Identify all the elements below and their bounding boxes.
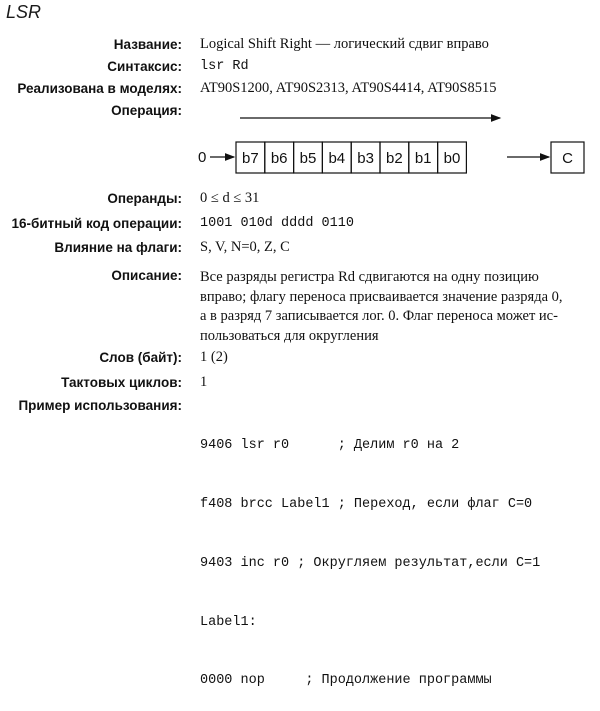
name-label: Название:	[113, 37, 182, 52]
operation-label: Операция:	[111, 103, 182, 118]
description-line: пользоваться для округления	[200, 327, 379, 344]
code-line: 0000 nop ; Продолжение программы	[200, 673, 492, 689]
zero-input: 0	[198, 149, 207, 166]
name-value: Logical Shift Right — логический сдвиг вправо	[200, 36, 489, 52]
bit-label-b1: b1	[414, 150, 432, 167]
bit-label-b0: b0	[443, 150, 461, 167]
code-example	[200, 397, 540, 711]
opcode-value: 1001 010d dddd 0110	[200, 216, 354, 231]
instruction-title: LSR	[6, 2, 42, 22]
models-value: AT90S1200, AT90S2313, AT90S4414, AT90S8515	[200, 80, 497, 96]
code-line: 9406 lsr r0 ; Делим r0 на 2	[200, 438, 460, 454]
code-line: Label1:	[200, 614, 257, 630]
cycles-label: Тактовых циклов:	[61, 375, 182, 390]
models-label: Реализована в моделях:	[17, 81, 182, 96]
operands-value: 0 ≤ d ≤ 31	[200, 190, 260, 206]
code-line: f408 brcc Label1 ; Переход, если флаг C=0	[200, 496, 533, 512]
shift-diagram	[190, 108, 600, 188]
flags-value: S, V, N=0, Z, C	[200, 239, 290, 255]
cycles-value: 1	[200, 374, 208, 390]
words-value: 1 (2)	[200, 349, 228, 365]
description-line: вправо; флагу переноса присваивается значение разряда 0,	[200, 288, 563, 305]
bit-label-b3: b3	[357, 150, 374, 167]
words-label: Слов (байт):	[99, 350, 182, 365]
bit-label-b2: b2	[386, 150, 403, 167]
bit-label-b6: b6	[270, 150, 288, 167]
flags-label: Влияние на флаги:	[54, 240, 182, 255]
code-line: 9403 inc r0 ; Округляем результат,если C=1	[200, 555, 541, 571]
bit-label-b5: b5	[299, 150, 317, 167]
register-bits	[236, 142, 466, 173]
operands-label: Операнды:	[107, 191, 182, 206]
description-line: Все разряды регистра Rd сдвигаются на одну позицию	[200, 269, 539, 285]
bit-label-b7: b7	[242, 150, 259, 167]
syntax-label: Синтаксис:	[107, 59, 182, 74]
opcode-label: 16-битный код операции:	[11, 216, 182, 231]
description-text	[200, 268, 584, 346]
example-label: Пример использования:	[18, 398, 182, 413]
bit-label-b4: b4	[328, 150, 346, 167]
description-line: а в разряд 7 записывается лог. 0. Флаг переноса может ис-	[200, 308, 558, 324]
description-label: Описание:	[111, 268, 182, 283]
syntax-value: lsr Rd	[200, 59, 249, 74]
carry-flag-label: C	[562, 150, 573, 167]
